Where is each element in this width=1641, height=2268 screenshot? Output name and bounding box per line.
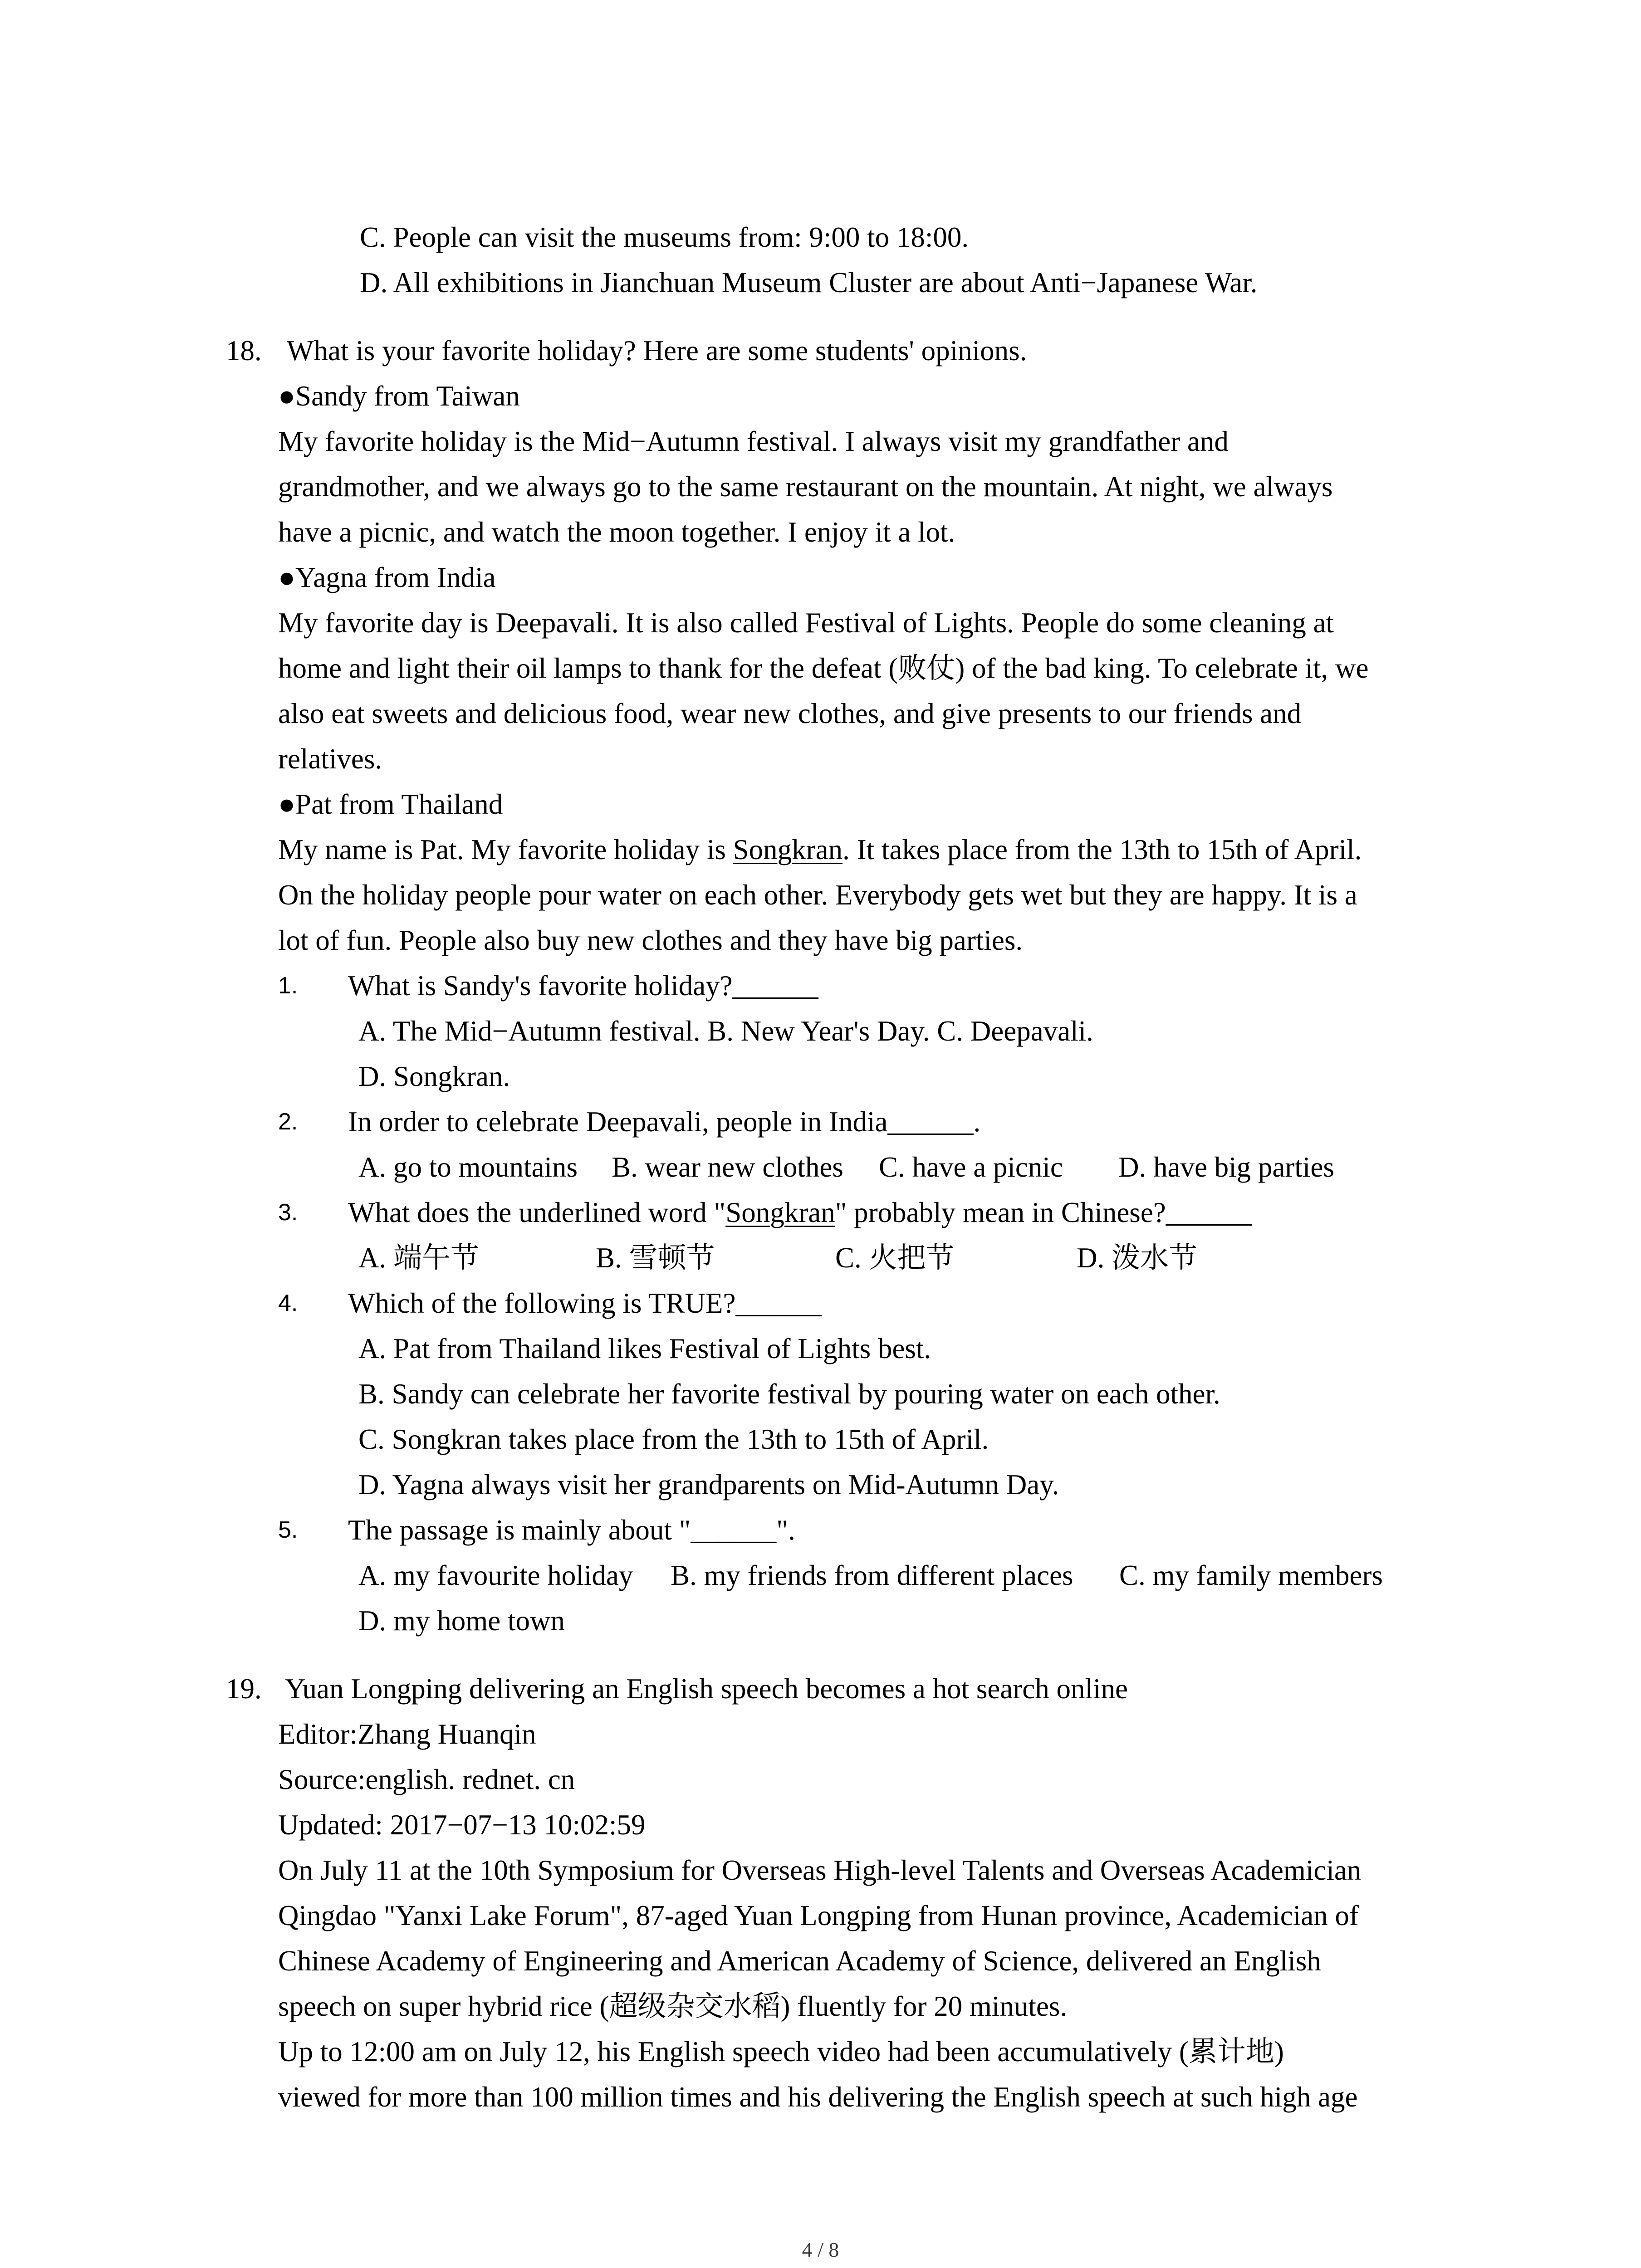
subquestion-1-number: 1.	[278, 973, 298, 999]
subquestion-5-option-d: D. my home town	[358, 1605, 565, 1637]
songkran-underlined-word: Songkran	[733, 834, 843, 865]
article-editor: Editor:Zhang Huanqin	[278, 1718, 536, 1750]
article-source: Source:english. rednet. cn	[278, 1764, 575, 1795]
subquestion-2-option-a: A. go to mountains	[358, 1151, 578, 1183]
subquestion-3-text-before: What does the underlined word "	[348, 1197, 726, 1228]
songkran-underlined-word: Songkran	[725, 1197, 835, 1228]
pat-text-before: My name is Pat. My favorite holiday is	[278, 834, 733, 865]
subquestion-2-number: 2.	[278, 1109, 298, 1135]
subquestion-3-option-b: B. 雪顿节	[596, 1242, 715, 1274]
subquestion-4-number: 4.	[278, 1290, 298, 1316]
subquestion-3-text	[348, 1190, 1252, 1235]
subquestion-4-option-a: A. Pat from Thailand likes Festival of Lights best.	[358, 1333, 931, 1364]
subquestion-1-text: What is Sandy's favorite holiday?______	[348, 970, 818, 1002]
sandy-text-line: My favorite holiday is the Mid−Autumn festival. I always visit my grandfather and	[278, 425, 1229, 457]
yagna-heading: ●Yagna from India	[278, 562, 496, 593]
article-body-line: viewed for more than 100 million times and his delivering the English speech at such high age	[278, 2081, 1358, 2113]
subquestion-3-option-a: A. 端午节	[358, 1242, 479, 1274]
subquestion-2-option-c: C. have a picnic	[879, 1151, 1063, 1183]
article-body-line: Qingdao "Yanxi Lake Forum", 87-aged Yuan Longping from Hunan province, Academician of	[278, 1900, 1359, 1931]
subquestion-4-option-c: C. Songkran takes place from the 13th to 15th of April.	[358, 1423, 989, 1455]
pat-text-line: lot of fun. People also buy new clothes and they have big parties.	[278, 924, 1023, 956]
subquestion-4-text: Which of the following is TRUE?______	[348, 1287, 822, 1319]
article-body-line: On July 11 at the 10th Symposium for Overseas High-level Talents and Overseas Academician	[278, 1854, 1362, 1886]
subquestion-4-option-b: B. Sandy can celebrate her favorite festival by pouring water on each other.	[358, 1378, 1220, 1410]
subquestion-2-option-b: B. wear new clothes	[612, 1151, 843, 1183]
yagna-text-line: home and light their oil lamps to thank for the defeat (败仗) of the bad king. To celebrate it, we	[278, 652, 1369, 684]
subquestion-3-option-c: C. 火把节	[835, 1242, 955, 1274]
yagna-text-line: relatives.	[278, 743, 382, 775]
subquestion-3-text-after: " probably mean in Chinese?______	[835, 1197, 1252, 1228]
prev-option-d: D. All exhibitions in Jianchuan Museum Cluster are about Anti−Japanese War.	[360, 267, 1258, 298]
subquestion-2-text: In order to celebrate Deepavali, people in India______.	[348, 1106, 981, 1138]
subquestion-3-number: 3.	[278, 1199, 298, 1226]
subquestion-5-text: The passage is mainly about "______".	[348, 1514, 795, 1546]
subquestion-5-option-c: C. my family members	[1119, 1559, 1383, 1591]
question-19-number: 19.	[226, 1673, 262, 1705]
subquestion-2-option-d: D. have big parties	[1118, 1151, 1334, 1183]
article-body-line: speech on super hybrid rice (超级杂交水稻) fluently for 20 minutes.	[278, 1990, 1068, 2022]
pat-text-line: On the holiday people pour water on each other. Everybody gets wet but they are happy. It is a	[278, 879, 1357, 911]
page-number: 4 / 8	[802, 2238, 839, 2261]
pat-text-line	[278, 827, 1362, 872]
article-title: Yuan Longping delivering an English speech becomes a hot search online	[285, 1673, 1128, 1705]
question-18-intro: What is your favorite holiday? Here are some students' opinions.	[287, 335, 1027, 367]
pat-text-after: . It takes place from the 13th to 15th of April.	[843, 834, 1362, 865]
sandy-heading: ●Sandy from Taiwan	[278, 380, 520, 412]
subquestion-3-option-d: D. 泼水节	[1077, 1242, 1197, 1274]
subquestion-1-option-d: D. Songkran.	[358, 1061, 510, 1092]
prev-option-c: C. People can visit the museums from: 9:00 to 18:00.	[360, 221, 969, 253]
pat-heading: ●Pat from Thailand	[278, 788, 503, 820]
article-body-line: Chinese Academy of Engineering and American Academy of Science, delivered an English	[278, 1945, 1321, 1977]
subquestion-5-number: 5.	[278, 1517, 298, 1543]
yagna-text-line: My favorite day is Deepavali. It is also called Festival of Lights. People do some cleaning at	[278, 607, 1334, 639]
question-18-number: 18.	[226, 335, 262, 367]
subquestion-4-option-d: D. Yagna always visit her grandparents on Mid-Autumn Day.	[358, 1469, 1059, 1501]
sandy-text-line: grandmother, and we always go to the same restaurant on the mountain. At night, we always	[278, 471, 1333, 503]
article-updated: Updated: 2017−07−13 10:02:59	[278, 1809, 646, 1841]
sandy-text-line: have a picnic, and watch the moon together. I enjoy it a lot.	[278, 516, 955, 548]
article-body-line: Up to 12:00 am on July 12, his English speech video had been accumulatively (累计地)	[278, 2036, 1284, 2068]
subquestion-5-option-b: B. my friends from different places	[671, 1559, 1073, 1591]
subquestion-5-option-a: A. my favourite holiday	[358, 1559, 633, 1591]
yagna-text-line: also eat sweets and delicious food, wear new clothes, and give presents to our friends and	[278, 698, 1302, 729]
subquestion-1-options: A. The Mid−Autumn festival. B. New Year's Day. C. Deepavali.	[358, 1015, 1093, 1047]
